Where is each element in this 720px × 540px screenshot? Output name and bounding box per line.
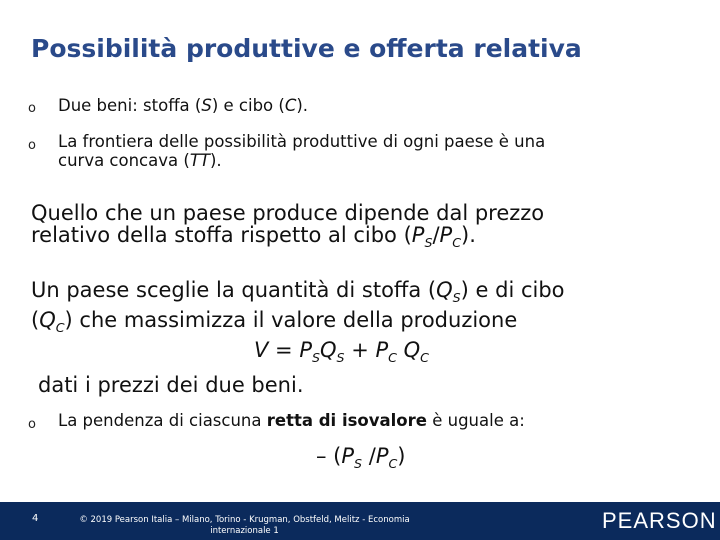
slope-formula [316,444,405,471]
paragraph-choice [31,279,565,339]
var-q: Q [320,338,337,362]
sub-c: C [420,350,429,366]
sub-c: C [388,456,398,472]
var-p: P [375,444,389,468]
value-formula [254,338,429,365]
page-number: 4 [32,513,39,524]
slide-title: Possibilità produttive e offerta relativa [31,34,582,63]
var-c: C [284,96,297,115]
text: ) che massimizza il valore della produzione [64,308,518,333]
text: Due beni: stoffa ( [58,96,202,115]
var-tt: TT [189,151,210,170]
text-line [31,309,565,339]
bullet-marker: o [28,138,36,153]
text: ). [461,223,476,247]
var-v: V [254,338,269,362]
text: relativo della stoffa rispetto al cibo ( [31,223,412,247]
text: ) e di cibo [460,278,565,302]
sub-s: S [424,235,433,251]
var-p: P [439,223,453,247]
sub-s: S [312,350,320,366]
bullet-goods [58,96,308,115]
sub-c: C [55,320,65,336]
bold-term: retta di isovalore [266,411,427,430]
text: = [268,338,300,362]
text: + [344,338,376,362]
text-line [31,224,544,254]
text: ) e cibo ( [211,96,285,115]
text-line [31,279,565,309]
var-p: P [299,338,312,362]
text: / [432,223,440,247]
var-s: S [201,96,212,115]
text: ) [397,444,406,468]
text: ). [296,96,309,115]
bullet-marker: o [28,101,36,116]
bullet-marker: o [28,417,36,432]
var-q: Q [39,308,56,333]
bullet-slope [58,411,525,430]
sub-c: C [452,235,461,251]
var-q: Q [403,338,421,362]
sub-s: S [354,456,363,472]
copyright-notice [62,515,427,537]
bullet-frontier-line2 [58,151,222,170]
text: La pendenza di ciascuna [58,411,267,430]
var-p: P [341,444,355,468]
text: curva concava ( [58,151,190,170]
footer-bar [0,502,720,540]
sub-s: S [452,290,461,306]
paragraph-given-prices: dati i prezzi dei due beni. [38,373,304,397]
var-p: P [375,338,389,362]
paragraph-relative-price [31,202,544,254]
text: © 2019 Pearson Italia – Milano, Torino - Krugman, Obstfeld, Melitz - Economia [79,515,410,525]
sub-s: S [336,350,345,366]
text: ). [209,151,222,170]
var-q: Q [436,278,453,302]
sub-c: C [388,350,397,366]
text: ( [31,308,40,333]
text: internazionale 1 [210,526,279,536]
text: Un paese sceglie la quantità di stoffa ( [31,278,437,302]
text: / [362,444,376,468]
var-p: P [411,223,425,247]
bullet-frontier-line1: La frontiera delle possibilità produttive di ogni paese è una [58,132,546,151]
text: Quello che un paese produce dipende dal prezzo [31,201,545,225]
text: – ( [316,444,342,468]
text: è uguale a: [426,411,525,430]
pearson-logo: PEARSON [602,508,717,533]
